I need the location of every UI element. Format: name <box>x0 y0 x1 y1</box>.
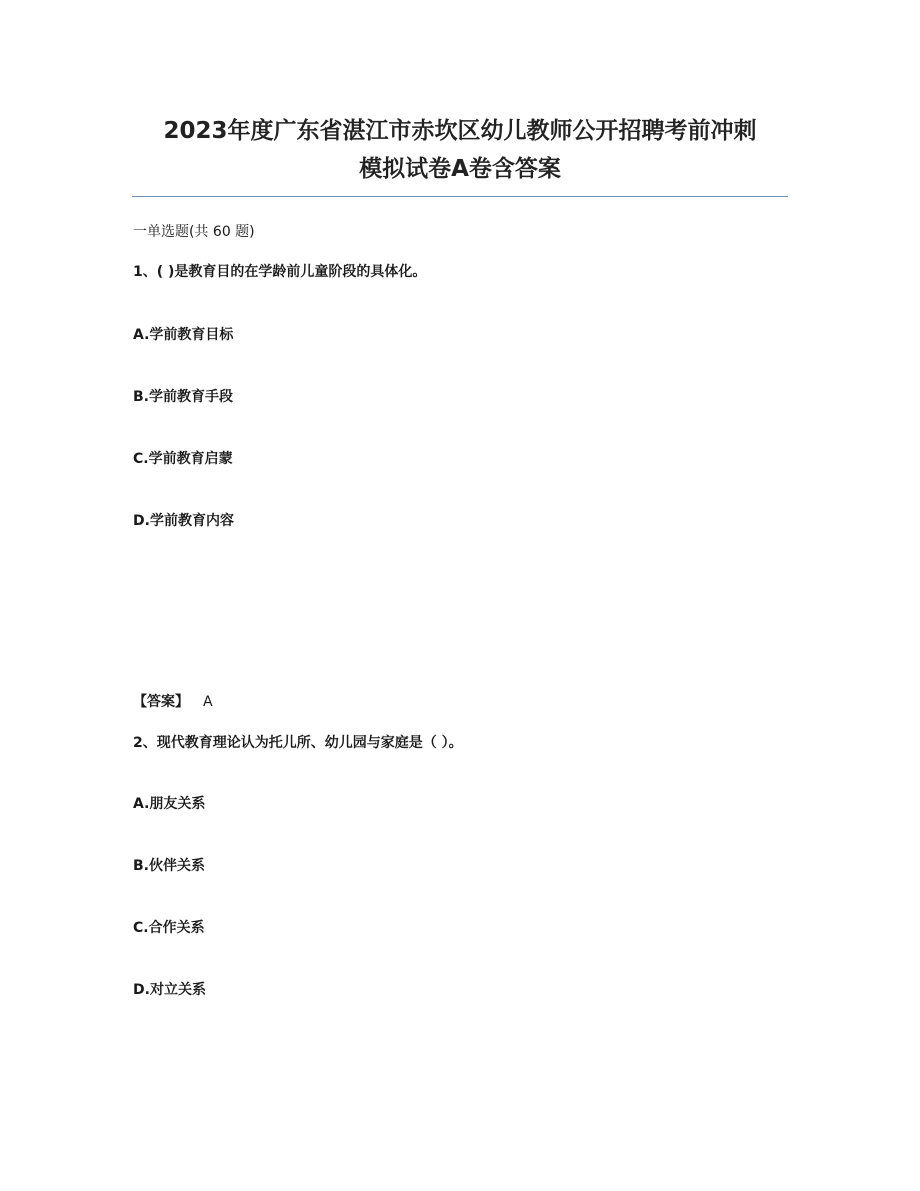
question-1-option-a: A.学前教育目标 <box>133 327 234 343</box>
answer-value: A <box>203 694 213 710</box>
question-2-option-c: C.合作关系 <box>133 920 205 936</box>
question-1-option-d: D.学前教育内容 <box>133 513 234 529</box>
answer-label: 【答案】 <box>133 694 189 710</box>
question-1-answer <box>133 692 213 712</box>
question-1-option-b: B.学前教育手段 <box>133 389 233 405</box>
question-1-option-c: C.学前教育启蒙 <box>133 451 233 467</box>
question-2-stem: 2、现代教育理论认为托儿所、幼儿园与家庭是（ ）。 <box>133 735 463 751</box>
question-2-option-b: B.伙伴关系 <box>133 858 205 874</box>
section-heading: 一单选题(共 60 题) <box>133 224 255 240</box>
question-1-stem: 1、( )是教育目的在学龄前儿童阶段的具体化。 <box>133 264 427 280</box>
title-line-2: 模拟试卷A卷含答案 <box>359 156 561 182</box>
title-divider <box>132 196 788 197</box>
question-2-option-a: A.朋友关系 <box>133 796 206 812</box>
question-2-option-d: D.对立关系 <box>133 982 206 998</box>
document-title <box>132 112 788 188</box>
title-line-1: 2023年度广东省湛江市赤坎区幼儿教师公开招聘考前冲刺 <box>163 118 757 144</box>
